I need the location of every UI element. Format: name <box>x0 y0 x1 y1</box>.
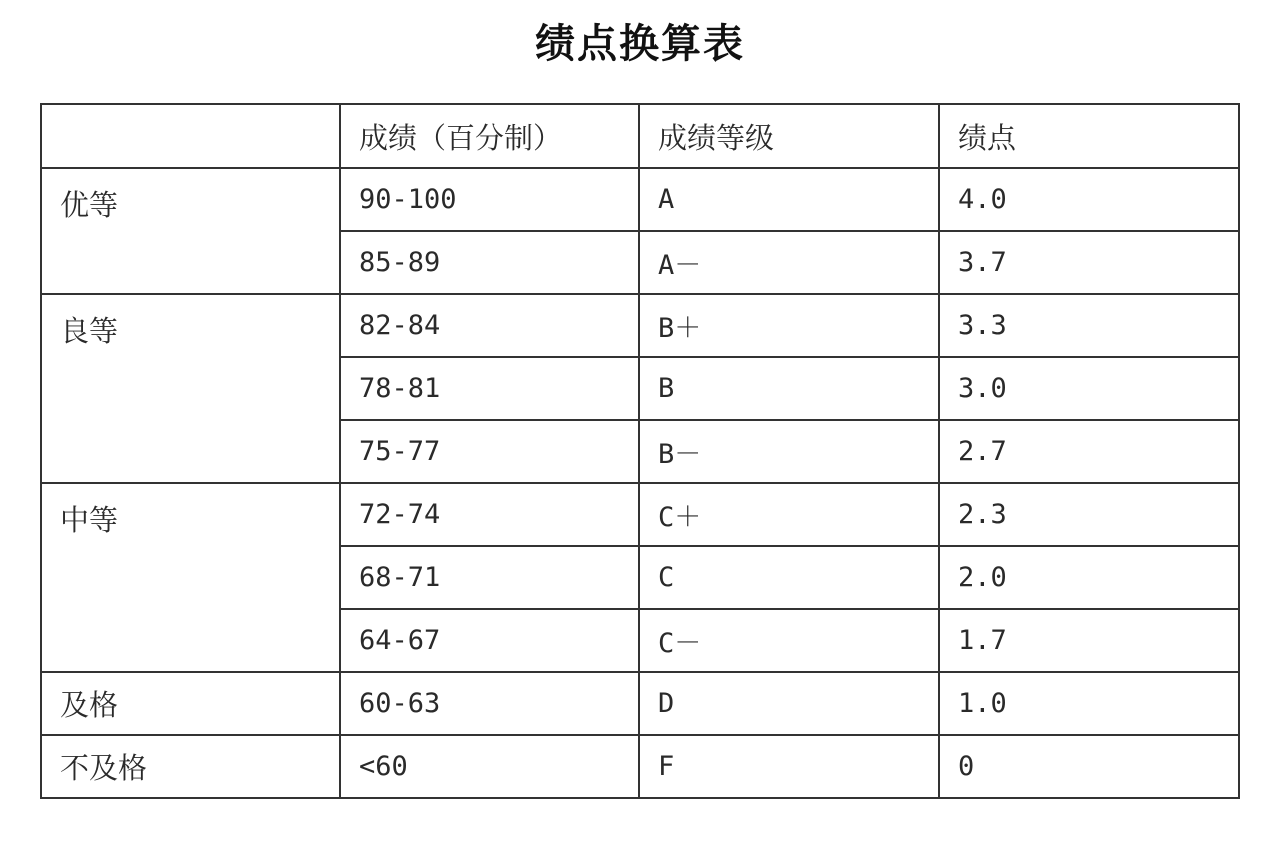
grade-cell: A <box>639 168 939 231</box>
gpa-cell: 2.0 <box>939 546 1239 609</box>
grade-cell: C－ <box>639 609 939 672</box>
grade-cell: D <box>639 672 939 735</box>
table-row <box>41 168 1239 231</box>
table-row <box>41 483 1239 546</box>
gpa-cell: 1.0 <box>939 672 1239 735</box>
page-title: 绩点换算表 <box>535 20 745 67</box>
score-cell: 78-81 <box>340 357 639 420</box>
level-cell: 不及格 <box>41 735 340 798</box>
score-cell: 82-84 <box>340 294 639 357</box>
table-header-row <box>41 104 1239 168</box>
level-cell: 及格 <box>41 672 340 735</box>
table-row <box>41 735 1239 798</box>
score-cell: 60-63 <box>340 672 639 735</box>
header-score: 成绩（百分制） <box>340 104 639 168</box>
gpa-cell: 1.7 <box>939 609 1239 672</box>
level-cell: 良等 <box>41 294 340 483</box>
table-row <box>41 294 1239 357</box>
gpa-cell: 4.0 <box>939 168 1239 231</box>
score-cell: 68-71 <box>340 546 639 609</box>
header-grade: 成绩等级 <box>639 104 939 168</box>
score-cell: <60 <box>340 735 639 798</box>
header-gpa: 绩点 <box>939 104 1239 168</box>
gpa-cell: 3.7 <box>939 231 1239 294</box>
gpa-cell: 2.3 <box>939 483 1239 546</box>
table-row <box>41 672 1239 735</box>
gpa-cell: 3.3 <box>939 294 1239 357</box>
gpa-cell: 3.0 <box>939 357 1239 420</box>
level-cell: 优等 <box>41 168 340 294</box>
gpa-conversion-table <box>40 103 1240 799</box>
score-cell: 64-67 <box>340 609 639 672</box>
header-level <box>41 104 340 168</box>
grade-cell: F <box>639 735 939 798</box>
grade-cell: B＋ <box>639 294 939 357</box>
score-cell: 75-77 <box>340 420 639 483</box>
gpa-cell: 2.7 <box>939 420 1239 483</box>
grade-cell: A－ <box>639 231 939 294</box>
grade-cell: B <box>639 357 939 420</box>
gpa-cell: 0 <box>939 735 1239 798</box>
score-cell: 90-100 <box>340 168 639 231</box>
grade-cell: C <box>639 546 939 609</box>
grade-cell: C＋ <box>639 483 939 546</box>
level-cell: 中等 <box>41 483 340 672</box>
score-cell: 72-74 <box>340 483 639 546</box>
grade-cell: B－ <box>639 420 939 483</box>
score-cell: 85-89 <box>340 231 639 294</box>
